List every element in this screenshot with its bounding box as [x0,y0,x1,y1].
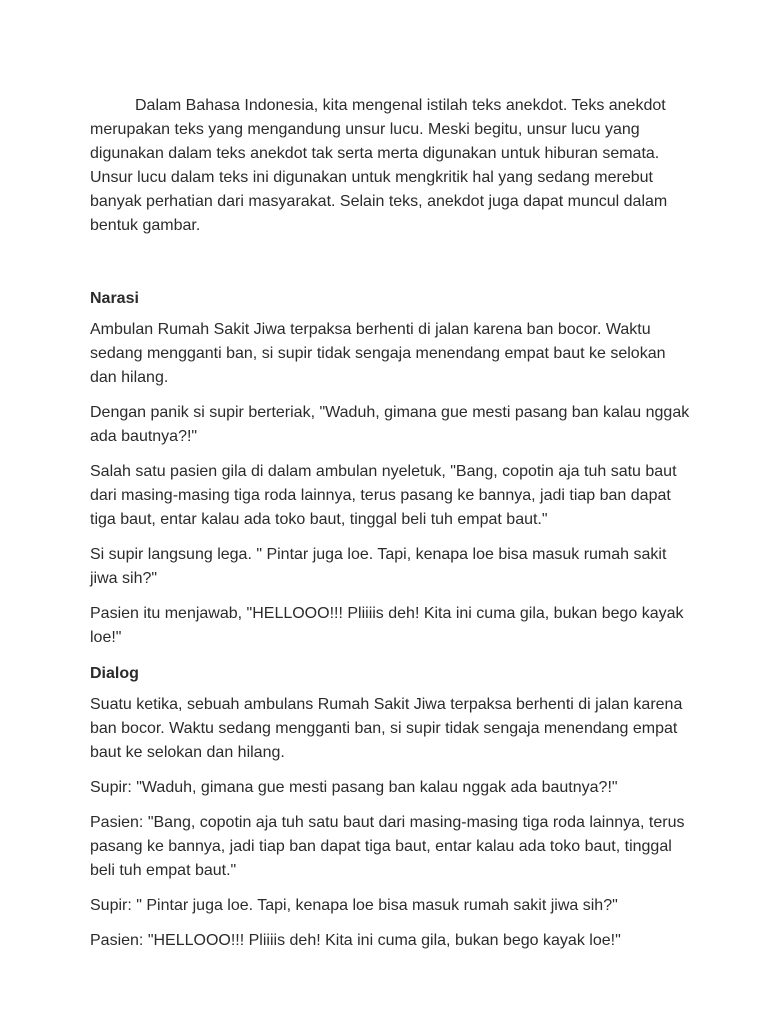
dialog-heading: Dialog [90,665,139,682]
narasi-paragraph: Ambulan Rumah Sakit Jiwa terpaksa berhenti di jalan karena ban bocor. Waktu sedang mengganti ban, si supir tidak sengaja menendang empat baut ke selokan dan hilang. [90,321,666,386]
dialog-paragraph: Supir: " Pintar juga loe. Tapi, kenapa loe bisa masuk rumah sakit jiwa sih?" [90,897,618,914]
narasi-paragraph: Salah satu pasien gila di dalam ambulan nyeletuk, "Bang, copotin aja tuh satu baut dari masing-masing tiga roda lainnya, terus pasang ke bannya, jadi tiap ban dapat tiga baut, entar kalau ada toko baut, tinggal beli tuh empat baut." [90,463,677,528]
dialog-paragraph: Pasien: "Bang, copotin aja tuh satu baut dari masing-masing tiga roda lainnya, terus pasang ke bannya, jadi tiap ban dapat tiga baut, entar kalau ada toko baut, tinggal beli tuh empat baut." [90,814,685,879]
dialog-paragraph: Pasien: "HELLOOO!!! Pliiiis deh! Kita ini cuma gila, bukan bego kayak loe!" [90,932,621,949]
dialog-paragraph: Suatu ketika, sebuah ambulans Rumah Sakit Jiwa terpaksa berhenti di jalan karena ban bocor. Waktu sedang mengganti ban, si supir tidak sengaja menendang empat baut ke selokan dan hilang. [90,696,683,761]
narasi-heading: Narasi [90,290,139,307]
narasi-paragraph: Pasien itu menjawab, "HELLOOO!!! Pliiiis deh! Kita ini cuma gila, bukan bego kayak loe!" [90,605,684,646]
intro-paragraph: Dalam Bahasa Indonesia, kita mengenal istilah teks anekdot. Teks anekdot merupakan teks yang mengandung unsur lucu. Meski begitu, unsur lucu yang digunakan dalam teks anekdot tak serta merta digunakan untuk hiburan semata. Unsur lucu dalam teks ini digunakan untuk mengkritik hal yang sedang merebut banyak perhatian dari masyarakat. Selain teks, anekdot juga dapat muncul dalam bentuk gambar. [90,97,668,234]
dialog-paragraph: Supir: "Waduh, gimana gue mesti pasang ban kalau nggak ada bautnya?!" [90,779,618,796]
document-page [90,94,690,964]
narasi-paragraph: Si supir langsung lega. " Pintar juga loe. Tapi, kenapa loe bisa masuk rumah sakit jiwa sih?" [90,546,667,587]
narasi-paragraph: Dengan panik si supir berteriak, "Waduh, gimana gue mesti pasang ban kalau nggak ada bautnya?!" [90,404,690,445]
